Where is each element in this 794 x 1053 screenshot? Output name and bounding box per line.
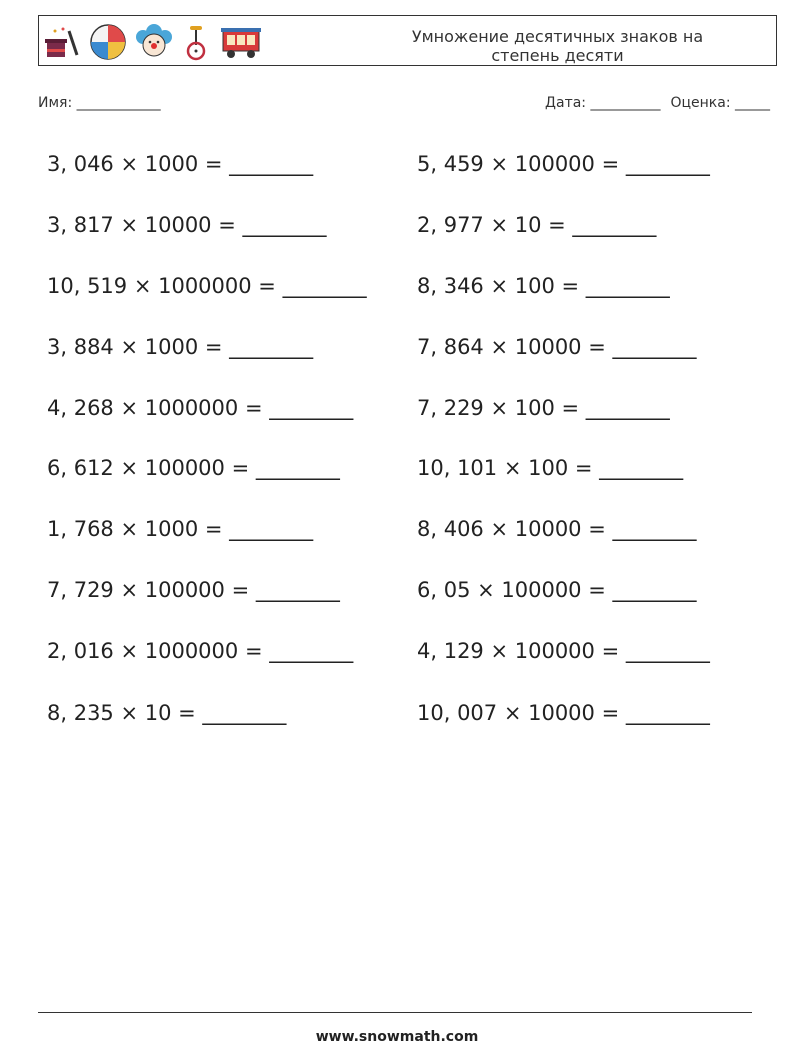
date-grade-fields — [545, 95, 770, 111]
problem-right-2: 2, 977 × 10 = ________ — [417, 213, 657, 237]
problem-right-4: 7, 864 × 10000 = ________ — [417, 335, 697, 359]
problem-right-7: 8, 406 × 10000 = ________ — [417, 517, 697, 541]
header-icons — [43, 22, 263, 62]
problem-left-6: 6, 612 × 100000 = ________ — [47, 456, 340, 480]
footer-divider — [38, 1012, 752, 1013]
problem-right-1: 5, 459 × 100000 = ________ — [417, 152, 710, 176]
problem-right-5: 7, 229 × 100 = ________ — [417, 396, 670, 420]
problem-right-6: 10, 101 × 100 = ________ — [417, 456, 684, 480]
grade-field: Оценка: _____ — [670, 95, 770, 111]
footer-url[interactable]: www.snowmath.com — [315, 1029, 479, 1045]
problem-left-9: 2, 016 × 1000000 = ________ — [47, 639, 354, 663]
problem-left-1: 3, 046 × 1000 = ________ — [47, 152, 314, 176]
magic-hat-icon — [43, 23, 81, 61]
problem-right-9: 4, 129 × 100000 = ________ — [417, 639, 710, 663]
problem-right-8: 6, 05 × 100000 = ________ — [417, 578, 697, 602]
problem-right-10: 10, 007 × 10000 = ________ — [417, 701, 710, 725]
problem-left-4: 3, 884 × 1000 = ________ — [47, 335, 314, 359]
title-line-2: степень десяти — [491, 46, 624, 65]
worksheet-header — [38, 15, 777, 66]
beach-ball-icon — [89, 23, 127, 61]
problem-left-7: 1, 768 × 1000 = ________ — [47, 517, 314, 541]
title-line-1: Умножение десятичных знаков на — [411, 27, 704, 46]
problem-left-5: 4, 268 × 1000000 = ________ — [47, 396, 354, 420]
problem-right-3: 8, 346 × 100 = ________ — [417, 274, 670, 298]
circus-wagon-icon — [219, 23, 263, 61]
clown-icon — [135, 23, 173, 61]
unicycle-icon — [181, 23, 211, 61]
worksheet-title — [339, 27, 776, 65]
problem-left-3: 10, 519 × 1000000 = ________ — [47, 274, 367, 298]
name-field: Имя: ____________ — [38, 95, 161, 111]
date-field: Дата: __________ — [545, 95, 661, 111]
problem-left-10: 8, 235 × 10 = ________ — [47, 701, 287, 725]
problem-left-2: 3, 817 × 10000 = ________ — [47, 213, 327, 237]
problem-left-8: 7, 729 × 100000 = ________ — [47, 578, 340, 602]
